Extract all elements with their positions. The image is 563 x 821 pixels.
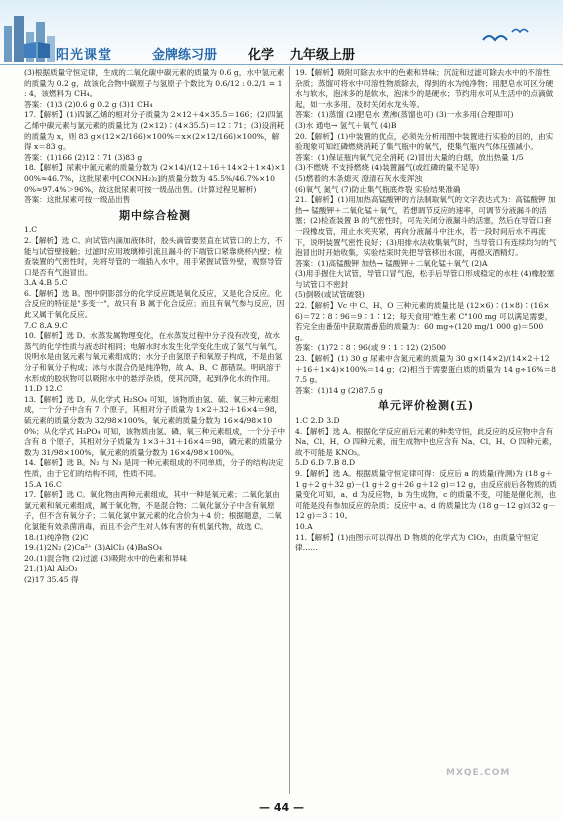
- answer-paragraph: 10.A: [295, 521, 313, 531]
- subject-label: 化学: [248, 48, 275, 63]
- answer-paragraph: 22.【解析】Vc 中 C、H、O 三种元素的质量比是 (12×6)∶(1×8)∶(16×6)＝72∶8∶96＝9∶1∶12；每天食用"维生素 C"100 mg 可以满足需要，若完全由番茄中获取需番茄的质量为：60 mg÷(120 mg/1 000 g)＝500 g。: [295, 301, 553, 342]
- answer-paragraph: (3)不燃烧 不支持燃烧 (4)装置漏气(或红磷的量不足等): [295, 163, 480, 173]
- birds-icon: [478, 22, 538, 52]
- grade-label: 九年级上册: [290, 48, 356, 63]
- answer-paragraph: 答案：(1)蒸馏 (2)肥皂水 煮沸(蒸馏也可) (3)一水多用(合理即可): [295, 110, 514, 120]
- answer-paragraph: 1.C 2.D 3.D: [295, 416, 340, 425]
- answer-paragraph: 18.【解析】尿素中氮元素的质量分数为 (2×14)/(12＋16＋14×2＋1×4)×100%≈46.7%，这批尿素中[CO(NH₂)₂]的质量分数为 45.5%/46.7%×100%≈97.4%＞96%，故这批尿素可按一级品出售。(计算过程见解析): [24, 163, 286, 194]
- answer-paragraph: 13.【解析】选 D。从化学式 H₂SO₄ 可知，该物质由氢、硫、氧三种元素组成，一个分子中含有 7 个原子，其相对分子质量为 1×2＋32＋16×4＝98，硫元素的质量分数为 32/98×100%，氧元素的质量分数为 16×4/98×100%；从化学式 H₃PO₄ 可知，该物质由氢、磷、氧三种元素组成，一个分子中含有 8 个原子，其相对分子质量为 1×3＋31＋16×4＝98，磷元素的质量分数为 31/98×100%，氧元素的质量分数为 16×4/98×100%。: [24, 394, 286, 457]
- answer-paragraph: 21.(1)Al Al₂O₃: [24, 564, 78, 574]
- answer-paragraph: 答案：(1)3 (2)0.6 g 0.2 g (3)1 CH₄: [24, 99, 153, 109]
- answer-paragraph: 答案：(1)高锰酸钾 加热→ 锰酸钾＋二氧化锰＋氧气 (2)A: [295, 258, 488, 268]
- answer-paragraph: 10.【解析】选 D。水蒸发属物理变化，在水蒸发过程中分子没有改变，故水蒸气的化学性质与液态时相同；电解水时水发生化学变化生成了氢气与氧气，说明水是由氢元素与氧元素组成的；水分子由氢原子和氧原子构成，不是由氢分子和氧分子构成；冰与水混合仍是纯净物，故 A、B、C 都错误。明矾溶于水形成的胶状物可以吸附水中的悬浮杂质，使其沉降，起到净化水的作用。: [24, 331, 283, 383]
- answer-paragraph: 19.(1)2N₂ (2)Ca²⁺ (3)AlCl₃ (4)BaSO₄: [24, 543, 163, 553]
- page-number: — 44 —: [259, 801, 304, 814]
- answer-paragraph: 答案：(1)166 (2)12∶71 (3)83 g: [24, 152, 143, 162]
- section-heading: 单元评价检测(五): [377, 399, 475, 413]
- answer-paragraph: 3.A 4.B 5.C: [24, 278, 68, 288]
- answer-paragraph: 11.D 12.C: [24, 384, 63, 394]
- answer-paragraph: (6)氧气 氮气 (7)防止集气瓶底炸裂 实验结果准确: [295, 184, 461, 194]
- answer-paragraph: (3)根据质量守恒定律，生成的二氧化碳中碳元素的质量为 0.6 g，水中氢元素的质量为 0.2 g，故该化合物中碳原子与氢原子个数比为 0.6/12 : 0.2/1 = 1 : 4，该燃料为 CH₄。: [24, 68, 285, 99]
- answer-paragraph: 答案：(1)14 g (2)87.5 g: [295, 385, 383, 395]
- answer-paragraph: 11.【解析】(1)由图示可以得出 D 物质的化学式为 ClO₂，由质量守恒定律……: [295, 532, 539, 553]
- answer-paragraph: 9.【解析】选 A。根据质量守恒定律可得：反应后 a 的质量(待测)为 (18 g＋1 g＋2 g＋32 g)－(1 g＋2 g＋26 g＋12 g)＝12 g，由反应前后各物质的质量变化可知，a、d 为反应物，b 为生成物，c 的质量不变，可能是催化剂，也可能是没有参加反应的杂质；反应中 a、d 的质量比为 (18 g－12 g)∶(32 g－12 g)＝3∶10。: [295, 468, 557, 521]
- answer-paragraph: (5)燃着的木条熄灭 澄清石灰水变浑浊: [295, 173, 423, 183]
- answer-paragraph: 答案：(1)保证瓶内氧气完全消耗 (2)冒出大量的白烟，放出热量 1/5: [295, 152, 524, 162]
- book-icon: [22, 40, 52, 60]
- watermark: MXQE.COM: [446, 768, 511, 778]
- answer-paragraph: 20.【解析】(1)中装置的优点，必须先分析用图中装置进行实验的目的，由实验现象可知红磷燃烧消耗了集气瓶中的氧气，使集气瓶内气体压强减小。: [295, 131, 554, 152]
- answer-paragraph: 4.【解析】选 A。根据化学反应前后元素的种类守恒，此反应的反应物中含有 Na、Cl、H、O 四种元素，而生成物中也应含有 Na、Cl、H、O 四种元素，故不可能是 KNO₃。: [295, 426, 557, 457]
- answer-paragraph: (3)用手握住大试管，导管口冒气泡，松手后导管口形成稳定的水柱 (4)橡胶塞与试管口不密封: [295, 269, 555, 289]
- answer-paragraph: 7.C 8.A 9.C: [24, 320, 68, 330]
- answer-paragraph: 5.D 6.D 7.B 8.D: [295, 458, 356, 468]
- answer-paragraph: (5)倒吸(或试管破裂): [295, 290, 365, 300]
- answer-paragraph: 答案：(1)72∶8∶96(或 9∶1∶12) (2)500: [295, 343, 446, 353]
- answer-paragraph: 21.【解析】(1)用加热高锰酸钾的方法制取氧气的文字表达式为：高锰酸钾 加热→ 锰酸钾＋二氧化锰＋氧气，若想调节反应的速率，可调节分液漏斗的活塞；(2)检查装置 B 的气密性时，可先关闭分液漏斗的活塞，然后在导管口套一段橡皮管，用止水夹夹紧，再向分液漏斗中注水，若一段时间后水不再流下，说明装置气密性良好；(3)用排水法收集氧气时，当导管口有连续均匀的气泡冒出时开始收集，实验结束时先把导管移出水面，再熄灭酒精灯。: [295, 195, 557, 258]
- answer-paragraph: 17.【解析】(1)四氯乙烯的相对分子质量为 2×12＋4×35.5＝166；(2)四氯乙烯中碳元素与氯元素的质量比为 (2×12)∶(4×35.5)＝12∶71；(3)设消耗的质量为 x，则 83 g×(12×2/166)×100%＝x×(2×12/166)×100%，解得 x＝83 g。: [24, 110, 285, 152]
- answer-paragraph: 18.(1)纯净物 (2)C: [24, 532, 89, 542]
- answer-paragraph: 23.【解析】(1) 30 g 尿素中含氮元素的质量为 30 g×(14×2)/(14×2＋12＋16＋1×4)×100%＝14 g；(2)相当于需要蛋白质的质量为 14 g÷16%＝87.5 g。: [295, 354, 556, 385]
- answer-paragraph: 19.【解析】吸附可除去水中的色素和异味；沉淀和过滤可除去水中的不溶性杂质；蒸馏可将水中可溶性物质除去，得到的水为纯净物；用肥皂水可区分硬水与软水，泡沫多的是软水，泡沫少的是硬水；节约用水可从生活中的点滴做起，如一水多用、及时关闭水龙头等。: [295, 68, 554, 109]
- answer-paragraph: 14.【解析】选 B。N₂ 与 N₃ 是同一种元素组成的不同单质，分子的结构决定性质，由于它们的结构不同，性质不同。: [24, 458, 284, 478]
- series-title: 金牌练习册: [152, 48, 218, 63]
- answer-paragraph: (2)17 35.45 得: [24, 574, 79, 584]
- page-header-banner: [0, 0, 563, 65]
- right-column: [295, 68, 557, 554]
- answer-paragraph: 2.【解析】选 C。向试管内滴加液体时，胶头滴管要竖直在试管口的上方，不能与试管壁接触；过滤时应用玻璃棒引流且漏斗的下端管口紧靠烧杯内壁；检查装置的气密性时，先将导管的一端插入水中，用手紧握试管外壁，观察导管口是否有气泡冒出。: [24, 235, 283, 277]
- left-column: [24, 68, 286, 586]
- column-divider: [289, 66, 290, 794]
- answer-paragraph: 17.【解析】选 C。氧化物由两种元素组成，其中一种是氧元素；二氧化氯由氯元素和氧元素组成，属于氧化物，不是混合物；二氧化氯分子中含有氧原子，但不含有氧分子；二氧化氯中氯元素的化合价为＋4 价；根据题意，二氧化氯能有效杀菌消毒，而且不会产生对人体有害的有机氯代物，故选 C。: [24, 490, 282, 531]
- section-heading: 期中综合检测: [119, 208, 191, 222]
- answer-paragraph: 1.C: [24, 225, 38, 235]
- answer-paragraph: 15.A 16.C: [24, 479, 62, 489]
- answer-paragraph: (3)水 通电→ 氢气＋氧气 (4)B: [295, 120, 397, 130]
- brand-title: 阳光课堂: [56, 48, 113, 63]
- answer-paragraph: 答案：这批尿素可按一级品出售: [24, 195, 131, 205]
- answer-paragraph: 20.(1)混合物 (2)过滤 (3)吸附水中的色素和异味: [24, 553, 188, 563]
- answer-paragraph: 6.【解析】选 B。图中阴影部分的化学反应既是氧化反应，又是化合反应。化合反应的特征是"多变一"，故只有 B 属于化合反应；而且有氧气参与反应，因此又属于氧化反应。: [24, 288, 285, 320]
